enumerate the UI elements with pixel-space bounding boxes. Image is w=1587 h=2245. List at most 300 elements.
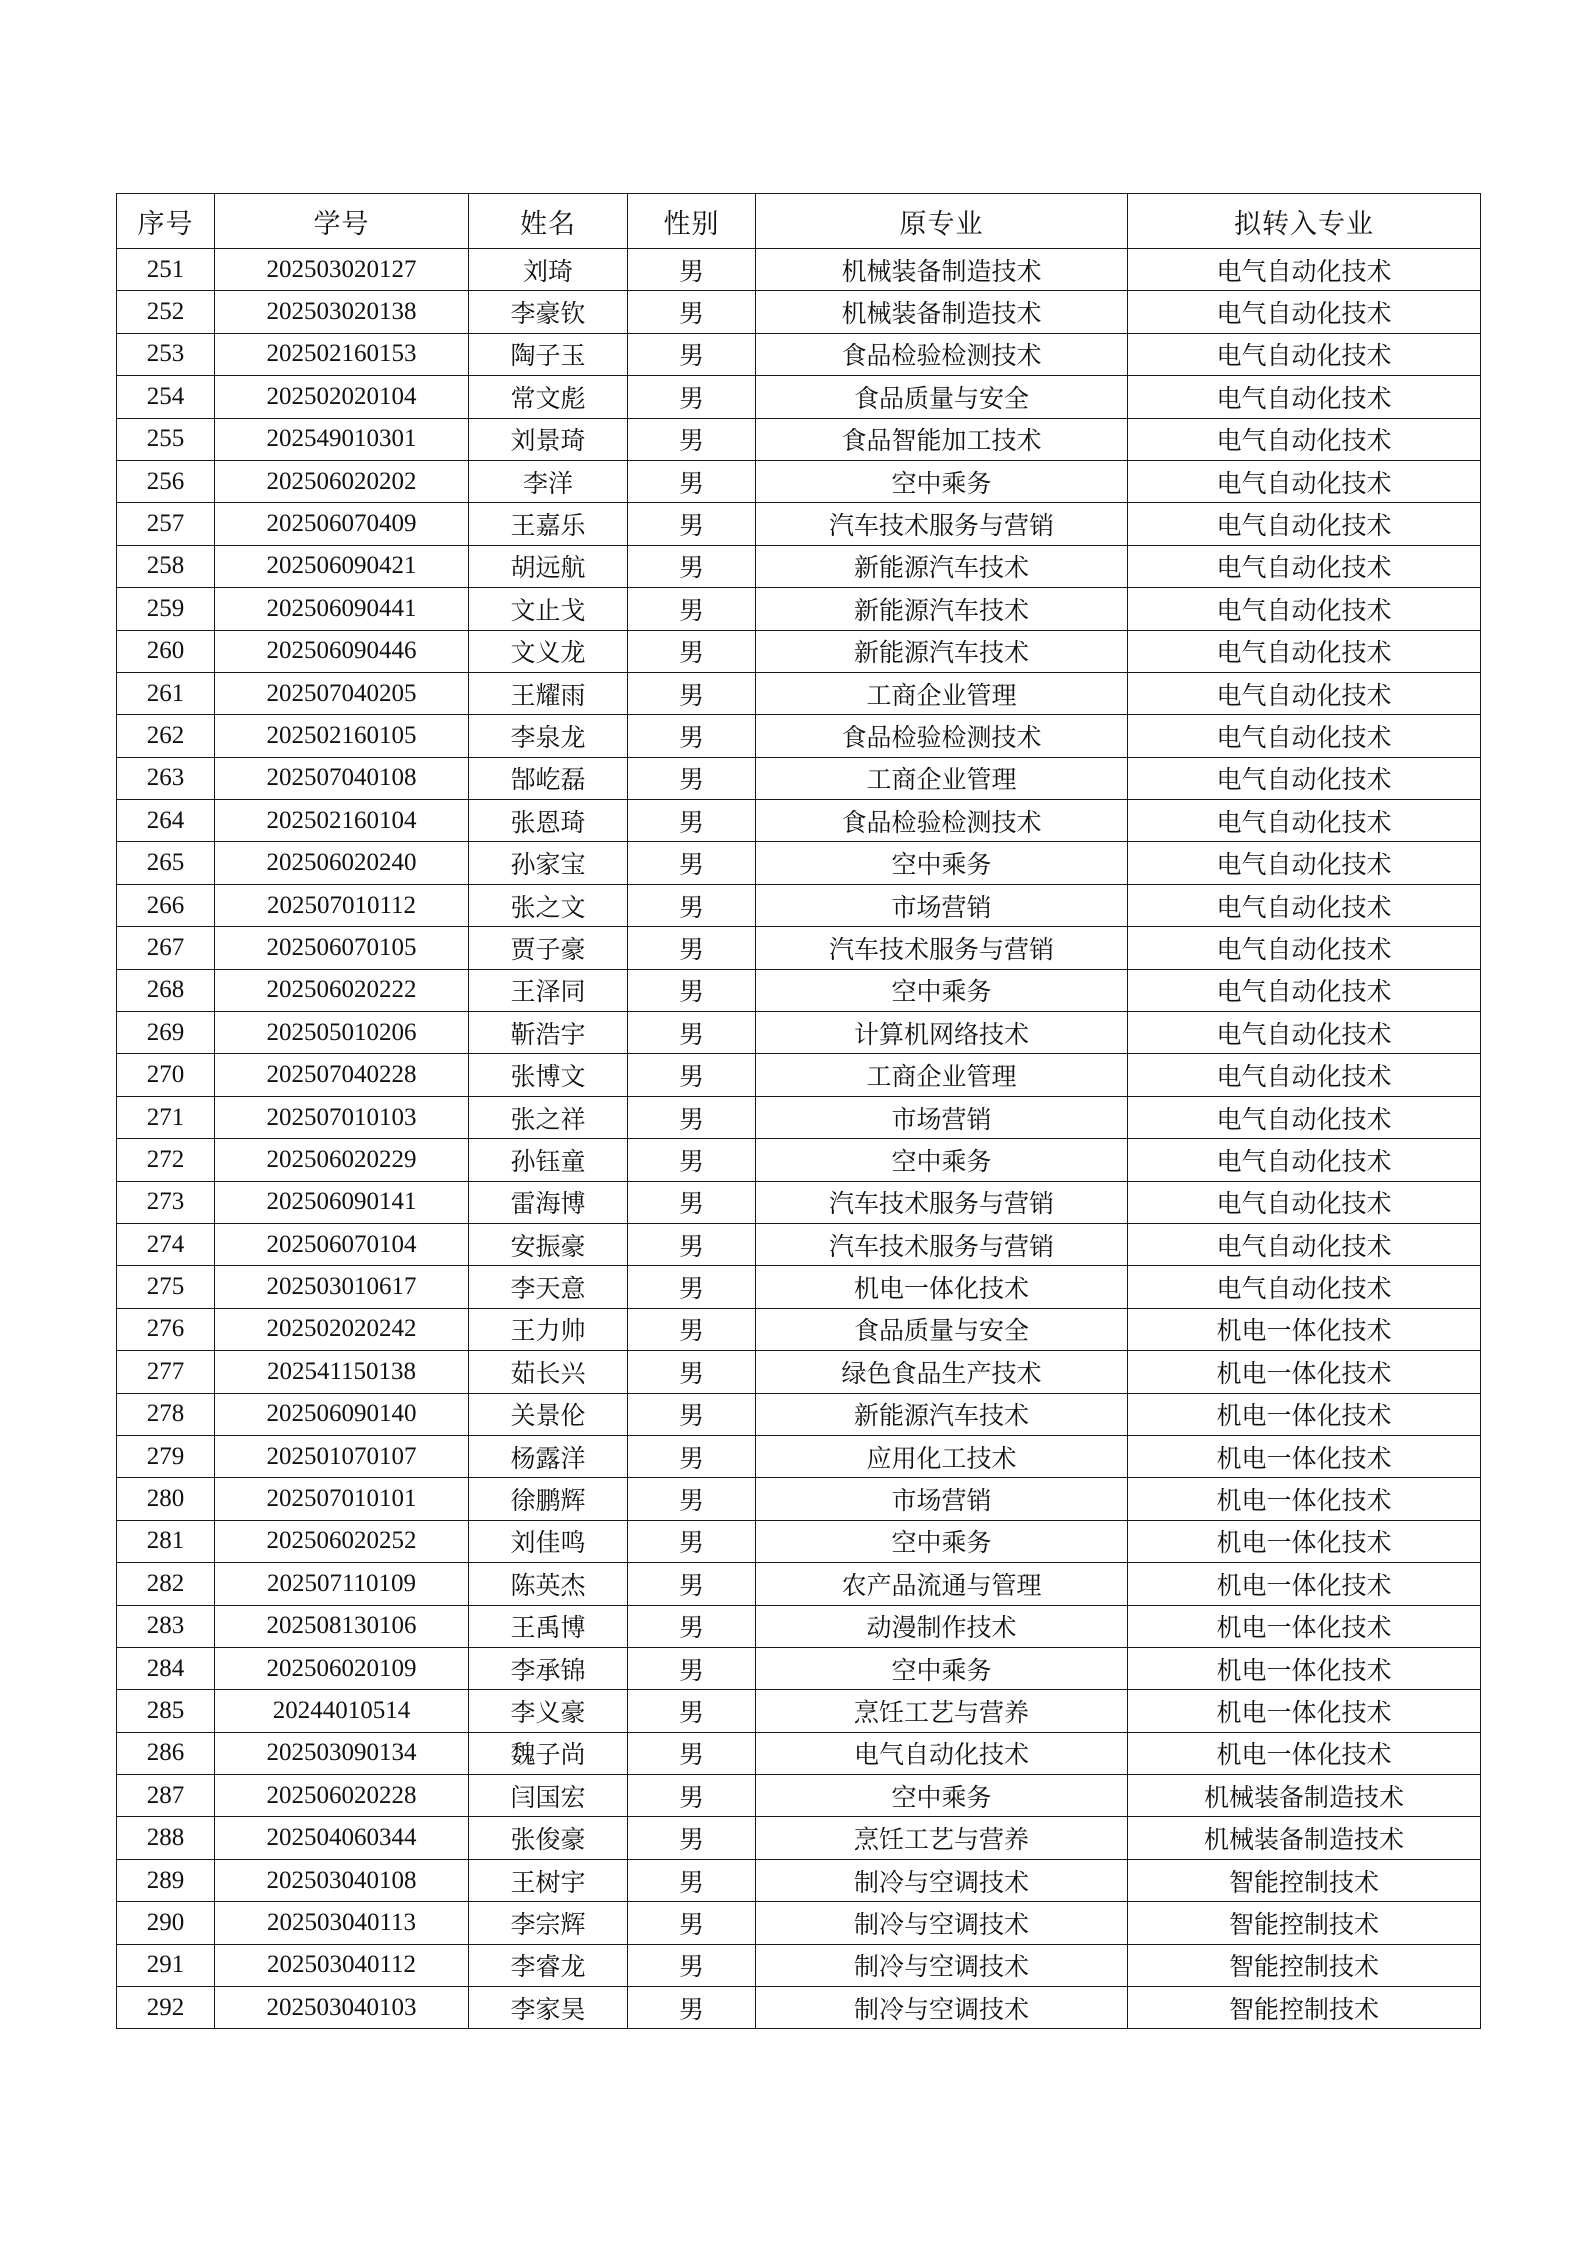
cell-index: 273 [117, 1181, 215, 1223]
cell-name: 刘佳鸣 [469, 1520, 628, 1562]
cell-gender: 男 [628, 503, 756, 545]
cell-student-id: 202502160153 [215, 333, 469, 375]
cell-target-major: 机械装备制造技术 [1128, 1775, 1481, 1817]
header-target-major: 拟转入专业 [1128, 194, 1481, 249]
cell-gender: 男 [628, 1351, 756, 1393]
cell-original-major: 食品检验检测技术 [756, 800, 1128, 842]
cell-index: 251 [117, 249, 215, 291]
cell-gender: 男 [628, 1520, 756, 1562]
cell-name: 文义龙 [469, 630, 628, 672]
cell-name: 闫国宏 [469, 1775, 628, 1817]
cell-index: 288 [117, 1817, 215, 1859]
cell-name: 杨露洋 [469, 1435, 628, 1477]
cell-student-id: 202506070409 [215, 503, 469, 545]
table-row [117, 800, 1481, 842]
cell-index: 253 [117, 333, 215, 375]
table-row [117, 1012, 1481, 1054]
cell-target-major: 机电一体化技术 [1128, 1732, 1481, 1774]
cell-original-major: 新能源汽车技术 [756, 630, 1128, 672]
table-row [117, 884, 1481, 926]
cell-student-id: 202506020109 [215, 1647, 469, 1689]
cell-target-major: 电气自动化技术 [1128, 757, 1481, 799]
table-row [117, 1139, 1481, 1181]
cell-name: 陈英杰 [469, 1563, 628, 1605]
cell-original-major: 工商企业管理 [756, 672, 1128, 714]
table-row [117, 588, 1481, 630]
table-row [117, 1944, 1481, 1986]
cell-target-major: 电气自动化技术 [1128, 842, 1481, 884]
cell-target-major: 电气自动化技术 [1128, 249, 1481, 291]
cell-target-major: 电气自动化技术 [1128, 927, 1481, 969]
table-row [117, 672, 1481, 714]
cell-index: 279 [117, 1435, 215, 1477]
cell-name: 李承锦 [469, 1647, 628, 1689]
cell-index: 264 [117, 800, 215, 842]
cell-student-id: 202506070105 [215, 927, 469, 969]
cell-student-id: 202506090441 [215, 588, 469, 630]
cell-index: 280 [117, 1478, 215, 1520]
cell-gender: 男 [628, 1732, 756, 1774]
cell-name: 张博文 [469, 1054, 628, 1096]
cell-gender: 男 [628, 1987, 756, 2029]
cell-gender: 男 [628, 1944, 756, 1986]
table-row [117, 1732, 1481, 1774]
table-row [117, 1775, 1481, 1817]
cell-index: 291 [117, 1944, 215, 1986]
cell-index: 275 [117, 1266, 215, 1308]
cell-index: 268 [117, 969, 215, 1011]
cell-target-major: 电气自动化技术 [1128, 1266, 1481, 1308]
cell-gender: 男 [628, 460, 756, 502]
cell-name: 常文彪 [469, 376, 628, 418]
cell-original-major: 烹饪工艺与营养 [756, 1690, 1128, 1732]
cell-gender: 男 [628, 969, 756, 1011]
table-row [117, 1605, 1481, 1647]
cell-student-id: 202507040205 [215, 672, 469, 714]
cell-index: 259 [117, 588, 215, 630]
cell-target-major: 电气自动化技术 [1128, 1054, 1481, 1096]
cell-name: 王耀雨 [469, 672, 628, 714]
cell-gender: 男 [628, 757, 756, 799]
cell-index: 254 [117, 376, 215, 418]
cell-index: 289 [117, 1859, 215, 1901]
cell-target-major: 机电一体化技术 [1128, 1690, 1481, 1732]
cell-student-id: 202506070104 [215, 1223, 469, 1265]
cell-gender: 男 [628, 1096, 756, 1138]
cell-target-major: 机电一体化技术 [1128, 1351, 1481, 1393]
cell-target-major: 电气自动化技术 [1128, 1223, 1481, 1265]
cell-gender: 男 [628, 249, 756, 291]
table-row [117, 715, 1481, 757]
table-row [117, 1690, 1481, 1732]
cell-student-id: 202507110109 [215, 1563, 469, 1605]
cell-gender: 男 [628, 715, 756, 757]
cell-gender: 男 [628, 800, 756, 842]
cell-index: 274 [117, 1223, 215, 1265]
cell-original-major: 市场营销 [756, 1478, 1128, 1520]
cell-gender: 男 [628, 291, 756, 333]
cell-index: 281 [117, 1520, 215, 1562]
table-row [117, 757, 1481, 799]
table-row [117, 1351, 1481, 1393]
cell-name: 魏子尚 [469, 1732, 628, 1774]
cell-student-id: 202507040108 [215, 757, 469, 799]
cell-name: 李家昊 [469, 1987, 628, 2029]
cell-target-major: 电气自动化技术 [1128, 460, 1481, 502]
cell-student-id: 202506020202 [215, 460, 469, 502]
cell-student-id: 202503040108 [215, 1859, 469, 1901]
cell-index: 269 [117, 1012, 215, 1054]
cell-student-id: 202504060344 [215, 1817, 469, 1859]
cell-index: 278 [117, 1393, 215, 1435]
cell-original-major: 制冷与空调技术 [756, 1902, 1128, 1944]
cell-gender: 男 [628, 842, 756, 884]
cell-name: 雷海博 [469, 1181, 628, 1223]
cell-original-major: 制冷与空调技术 [756, 1859, 1128, 1901]
cell-original-major: 绿色食品生产技术 [756, 1351, 1128, 1393]
table-row [117, 927, 1481, 969]
cell-original-major: 食品检验检测技术 [756, 333, 1128, 375]
cell-target-major: 电气自动化技术 [1128, 630, 1481, 672]
cell-index: 263 [117, 757, 215, 799]
cell-student-id: 202502160105 [215, 715, 469, 757]
cell-gender: 男 [628, 1563, 756, 1605]
cell-index: 287 [117, 1775, 215, 1817]
cell-name: 李豪钦 [469, 291, 628, 333]
table-row [117, 545, 1481, 587]
cell-name: 张之文 [469, 884, 628, 926]
cell-original-major: 食品质量与安全 [756, 376, 1128, 418]
header-row [117, 194, 1481, 249]
cell-student-id: 202503020127 [215, 249, 469, 291]
cell-student-id: 202502160104 [215, 800, 469, 842]
cell-name: 郜屹磊 [469, 757, 628, 799]
cell-original-major: 动漫制作技术 [756, 1605, 1128, 1647]
cell-index: 282 [117, 1563, 215, 1605]
table-row [117, 1859, 1481, 1901]
cell-gender: 男 [628, 1012, 756, 1054]
table-row [117, 1647, 1481, 1689]
cell-gender: 男 [628, 1605, 756, 1647]
cell-original-major: 空中乘务 [756, 460, 1128, 502]
cell-target-major: 机电一体化技术 [1128, 1393, 1481, 1435]
major-transfer-table [116, 193, 1481, 2029]
cell-target-major: 电气自动化技术 [1128, 1012, 1481, 1054]
cell-name: 王嘉乐 [469, 503, 628, 545]
header-index: 序号 [117, 194, 215, 249]
cell-target-major: 电气自动化技术 [1128, 291, 1481, 333]
cell-student-id: 202505010206 [215, 1012, 469, 1054]
cell-target-major: 电气自动化技术 [1128, 503, 1481, 545]
cell-student-id: 202503090134 [215, 1732, 469, 1774]
cell-target-major: 机电一体化技术 [1128, 1647, 1481, 1689]
cell-target-major: 电气自动化技术 [1128, 1181, 1481, 1223]
cell-name: 孙家宝 [469, 842, 628, 884]
cell-original-major: 农产品流通与管理 [756, 1563, 1128, 1605]
cell-gender: 男 [628, 1817, 756, 1859]
table-row [117, 1054, 1481, 1096]
cell-original-major: 市场营销 [756, 1096, 1128, 1138]
cell-original-major: 工商企业管理 [756, 1054, 1128, 1096]
cell-target-major: 电气自动化技术 [1128, 969, 1481, 1011]
header-name: 姓名 [469, 194, 628, 249]
cell-name: 陶子玉 [469, 333, 628, 375]
cell-student-id: 202508130106 [215, 1605, 469, 1647]
header-student-id: 学号 [215, 194, 469, 249]
cell-target-major: 机电一体化技术 [1128, 1563, 1481, 1605]
cell-original-major: 空中乘务 [756, 969, 1128, 1011]
cell-index: 284 [117, 1647, 215, 1689]
cell-gender: 男 [628, 588, 756, 630]
cell-name: 李宗辉 [469, 1902, 628, 1944]
cell-name: 王力帅 [469, 1308, 628, 1350]
cell-index: 258 [117, 545, 215, 587]
table-row [117, 1987, 1481, 2029]
cell-student-id: 202506020252 [215, 1520, 469, 1562]
cell-original-major: 机械装备制造技术 [756, 291, 1128, 333]
cell-gender: 男 [628, 1223, 756, 1265]
cell-original-major: 机械装备制造技术 [756, 249, 1128, 291]
table-header [117, 194, 1481, 249]
cell-index: 283 [117, 1605, 215, 1647]
cell-index: 262 [117, 715, 215, 757]
cell-student-id: 202506020228 [215, 1775, 469, 1817]
cell-target-major: 电气自动化技术 [1128, 672, 1481, 714]
table-row [117, 842, 1481, 884]
table-row [117, 418, 1481, 460]
table-row [117, 503, 1481, 545]
cell-name: 王禹博 [469, 1605, 628, 1647]
cell-gender: 男 [628, 1054, 756, 1096]
cell-name: 靳浩宇 [469, 1012, 628, 1054]
cell-student-id: 202507010103 [215, 1096, 469, 1138]
cell-gender: 男 [628, 630, 756, 672]
table-row [117, 1435, 1481, 1477]
table-row [117, 291, 1481, 333]
table-row [117, 1266, 1481, 1308]
cell-target-major: 机电一体化技术 [1128, 1308, 1481, 1350]
cell-original-major: 空中乘务 [756, 1139, 1128, 1181]
cell-name: 李天意 [469, 1266, 628, 1308]
cell-name: 胡远航 [469, 545, 628, 587]
cell-index: 292 [117, 1987, 215, 2029]
cell-name: 安振豪 [469, 1223, 628, 1265]
cell-index: 255 [117, 418, 215, 460]
cell-gender: 男 [628, 1690, 756, 1732]
cell-target-major: 机电一体化技术 [1128, 1435, 1481, 1477]
cell-index: 257 [117, 503, 215, 545]
cell-student-id: 202507040228 [215, 1054, 469, 1096]
cell-name: 张恩琦 [469, 800, 628, 842]
cell-original-major: 计算机网络技术 [756, 1012, 1128, 1054]
cell-original-major: 新能源汽车技术 [756, 545, 1128, 587]
cell-student-id: 202506020222 [215, 969, 469, 1011]
cell-index: 271 [117, 1096, 215, 1138]
table-row [117, 249, 1481, 291]
cell-gender: 男 [628, 927, 756, 969]
cell-index: 270 [117, 1054, 215, 1096]
cell-original-major: 应用化工技术 [756, 1435, 1128, 1477]
cell-index: 272 [117, 1139, 215, 1181]
table-row [117, 1308, 1481, 1350]
table-row [117, 1181, 1481, 1223]
cell-target-major: 机电一体化技术 [1128, 1520, 1481, 1562]
cell-original-major: 空中乘务 [756, 842, 1128, 884]
cell-target-major: 电气自动化技术 [1128, 418, 1481, 460]
cell-target-major: 电气自动化技术 [1128, 1096, 1481, 1138]
cell-original-major: 工商企业管理 [756, 757, 1128, 799]
cell-index: 276 [117, 1308, 215, 1350]
cell-target-major: 智能控制技术 [1128, 1902, 1481, 1944]
cell-gender: 男 [628, 1647, 756, 1689]
cell-name: 孙钰童 [469, 1139, 628, 1181]
table-row [117, 1393, 1481, 1435]
cell-index: 261 [117, 672, 215, 714]
cell-name: 张俊豪 [469, 1817, 628, 1859]
cell-gender: 男 [628, 1859, 756, 1901]
cell-name: 文止戈 [469, 588, 628, 630]
cell-target-major: 电气自动化技术 [1128, 800, 1481, 842]
cell-original-major: 市场营销 [756, 884, 1128, 926]
cell-name: 李洋 [469, 460, 628, 502]
header-original-major: 原专业 [756, 194, 1128, 249]
cell-gender: 男 [628, 376, 756, 418]
cell-original-major: 空中乘务 [756, 1775, 1128, 1817]
cell-target-major: 机电一体化技术 [1128, 1478, 1481, 1520]
cell-target-major: 电气自动化技术 [1128, 884, 1481, 926]
cell-gender: 男 [628, 333, 756, 375]
table-row [117, 1223, 1481, 1265]
table-row [117, 460, 1481, 502]
cell-student-id: 20244010514 [215, 1690, 469, 1732]
cell-name: 徐鹏辉 [469, 1478, 628, 1520]
cell-student-id: 202503020138 [215, 291, 469, 333]
cell-original-major: 机电一体化技术 [756, 1266, 1128, 1308]
cell-index: 265 [117, 842, 215, 884]
cell-gender: 男 [628, 418, 756, 460]
cell-target-major: 机械装备制造技术 [1128, 1817, 1481, 1859]
cell-gender: 男 [628, 1139, 756, 1181]
cell-target-major: 智能控制技术 [1128, 1944, 1481, 1986]
cell-original-major: 电气自动化技术 [756, 1732, 1128, 1774]
cell-gender: 男 [628, 545, 756, 587]
cell-original-major: 汽车技术服务与营销 [756, 503, 1128, 545]
cell-original-major: 新能源汽车技术 [756, 588, 1128, 630]
cell-original-major: 制冷与空调技术 [756, 1987, 1128, 2029]
cell-name: 茹长兴 [469, 1351, 628, 1393]
cell-student-id: 202503010617 [215, 1266, 469, 1308]
cell-target-major: 电气自动化技术 [1128, 333, 1481, 375]
cell-student-id: 202549010301 [215, 418, 469, 460]
header-gender: 性别 [628, 194, 756, 249]
cell-original-major: 烹饪工艺与营养 [756, 1817, 1128, 1859]
cell-index: 252 [117, 291, 215, 333]
cell-name: 刘景琦 [469, 418, 628, 460]
cell-gender: 男 [628, 1775, 756, 1817]
cell-gender: 男 [628, 1435, 756, 1477]
cell-index: 277 [117, 1351, 215, 1393]
cell-target-major: 电气自动化技术 [1128, 545, 1481, 587]
cell-index: 260 [117, 630, 215, 672]
cell-gender: 男 [628, 1393, 756, 1435]
cell-gender: 男 [628, 884, 756, 926]
cell-name: 张之祥 [469, 1096, 628, 1138]
cell-student-id: 202503040113 [215, 1902, 469, 1944]
cell-original-major: 空中乘务 [756, 1520, 1128, 1562]
cell-original-major: 食品检验检测技术 [756, 715, 1128, 757]
cell-original-major: 食品智能加工技术 [756, 418, 1128, 460]
cell-original-major: 空中乘务 [756, 1647, 1128, 1689]
cell-index: 266 [117, 884, 215, 926]
cell-original-major: 新能源汽车技术 [756, 1393, 1128, 1435]
table-row [117, 1902, 1481, 1944]
cell-index: 285 [117, 1690, 215, 1732]
cell-target-major: 电气自动化技术 [1128, 376, 1481, 418]
cell-original-major: 汽车技术服务与营销 [756, 927, 1128, 969]
table-row [117, 1817, 1481, 1859]
cell-student-id: 202507010101 [215, 1478, 469, 1520]
table-row [117, 969, 1481, 1011]
table-row [117, 1563, 1481, 1605]
cell-gender: 男 [628, 1902, 756, 1944]
cell-target-major: 智能控制技术 [1128, 1859, 1481, 1901]
table-row [117, 1096, 1481, 1138]
cell-name: 李泉龙 [469, 715, 628, 757]
table-row [117, 333, 1481, 375]
cell-target-major: 机电一体化技术 [1128, 1605, 1481, 1647]
cell-name: 王树宇 [469, 1859, 628, 1901]
table-row [117, 1478, 1481, 1520]
cell-index: 290 [117, 1902, 215, 1944]
cell-target-major: 智能控制技术 [1128, 1987, 1481, 2029]
cell-student-id: 202503040112 [215, 1944, 469, 1986]
cell-student-id: 202506090421 [215, 545, 469, 587]
cell-original-major: 食品质量与安全 [756, 1308, 1128, 1350]
cell-student-id: 202506020240 [215, 842, 469, 884]
cell-student-id: 202506090446 [215, 630, 469, 672]
cell-student-id: 202541150138 [215, 1351, 469, 1393]
cell-student-id: 202506090141 [215, 1181, 469, 1223]
table-row [117, 376, 1481, 418]
cell-student-id: 202506020229 [215, 1139, 469, 1181]
cell-gender: 男 [628, 1266, 756, 1308]
cell-name: 贾子豪 [469, 927, 628, 969]
cell-name: 王泽同 [469, 969, 628, 1011]
cell-student-id: 202502020242 [215, 1308, 469, 1350]
table-row [117, 1520, 1481, 1562]
cell-gender: 男 [628, 1478, 756, 1520]
cell-target-major: 电气自动化技术 [1128, 1139, 1481, 1181]
cell-target-major: 电气自动化技术 [1128, 588, 1481, 630]
cell-student-id: 202506090140 [215, 1393, 469, 1435]
cell-original-major: 汽车技术服务与营销 [756, 1223, 1128, 1265]
cell-index: 267 [117, 927, 215, 969]
cell-index: 286 [117, 1732, 215, 1774]
table-body [117, 249, 1481, 2029]
cell-student-id: 202502020104 [215, 376, 469, 418]
cell-student-id: 202501070107 [215, 1435, 469, 1477]
cell-name: 李睿龙 [469, 1944, 628, 1986]
cell-index: 256 [117, 460, 215, 502]
cell-original-major: 汽车技术服务与营销 [756, 1181, 1128, 1223]
table-row [117, 630, 1481, 672]
cell-name: 关景伦 [469, 1393, 628, 1435]
cell-gender: 男 [628, 1308, 756, 1350]
cell-gender: 男 [628, 1181, 756, 1223]
cell-student-id: 202503040103 [215, 1987, 469, 2029]
cell-name: 刘琦 [469, 249, 628, 291]
cell-student-id: 202507010112 [215, 884, 469, 926]
